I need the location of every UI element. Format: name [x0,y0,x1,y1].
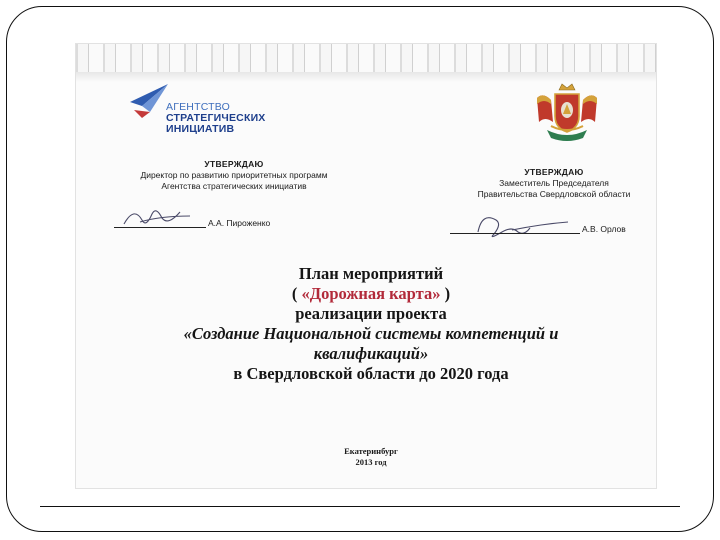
coat-of-arms-icon [531,82,603,144]
project-name-cont: квалификаций» [313,344,429,363]
binder-edge [76,44,656,72]
title-roadmap: ( «Дорожная карта» ) [291,284,451,303]
year: 2013 год [355,457,387,467]
city: Екатеринбург [344,446,398,456]
approval-heading: УТВЕРЖДАЮ [204,159,264,169]
signature-line-right [450,224,626,234]
approval-block-left [104,159,364,192]
approval-organization: Агентства стратегических инициатив [161,181,307,191]
approval-position: Заместитель Председателя [499,178,609,188]
approval-position: Директор по развитию приоритетных программ [140,170,328,180]
signatory-name: А.В. Орлов [582,224,626,234]
project-name: «Создание Национальной системы компетенций и [183,324,559,343]
document-title [136,264,606,384]
title-line: План мероприятий [298,264,444,283]
approval-block-right [454,167,654,200]
agency-name: АГЕНТСТВО СТРАТЕГИЧЕСКИХ ИНИЦИАТИВ [166,101,266,135]
approval-organization: Правительства Свердловской области [477,189,631,199]
agency-logo [128,80,288,140]
signatory-name: А.А. Пироженко [208,218,271,228]
agency-logo-icon [128,82,170,120]
title-line: в Свердловской области до 2020 года [233,364,509,383]
title-line: реализации проекта [295,304,447,323]
bottom-divider [40,506,680,507]
place-and-year [301,446,441,468]
scanned-document [76,44,656,488]
approval-heading: УТВЕРЖДАЮ [524,167,584,177]
signature-line-left [114,218,270,228]
